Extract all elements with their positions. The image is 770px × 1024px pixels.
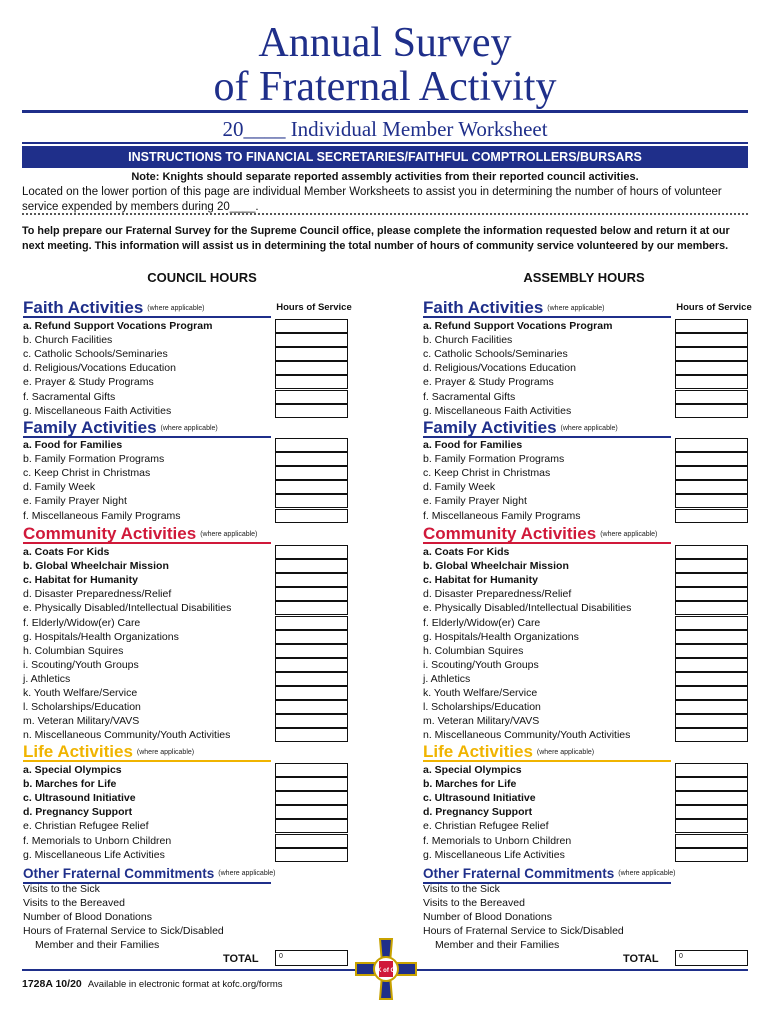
faith-item: g. Miscellaneous Faith Activities <box>23 404 172 417</box>
hours-input-box[interactable] <box>675 466 748 480</box>
faith-section-title <box>23 298 271 318</box>
hours-of-service-header: Hours of Service <box>676 302 752 313</box>
community-item: f. Elderly/Widow(er) Care <box>423 616 541 629</box>
community-item: b. Global Wheelchair Mission <box>423 560 569 573</box>
hours-input-box[interactable] <box>275 375 348 389</box>
hours-input-box[interactable] <box>275 728 348 742</box>
other-section-title <box>423 864 676 884</box>
community-item: m. Veteran Military/VAVS <box>23 715 140 728</box>
community-item: h. Columbian Squires <box>23 644 124 657</box>
instructions-paragraph-1: Located on the lower portion of this page are individual Member Worksheets to assist you in determining the number of hours of volunteer service expended by members during 20____. <box>22 186 722 213</box>
community-item: c. Habitat for Humanity <box>23 574 138 587</box>
life-item: a. Special Olympics <box>23 764 122 776</box>
hours-input-box[interactable] <box>675 573 748 587</box>
instructions-bar: INSTRUCTIONS TO FINANCIAL SECRETARIES/FAITHFUL COMPTROLLERS/BURSARS <box>22 146 748 168</box>
emblem-label: K of C <box>377 968 395 974</box>
faith-item: a. Refund Support Vocations Program <box>423 320 613 332</box>
hours-input-box[interactable] <box>275 438 348 452</box>
kofc-emblem-icon <box>354 937 418 1001</box>
hours-input-box[interactable] <box>275 805 348 819</box>
hours-input-box[interactable] <box>275 819 348 833</box>
life-section-title <box>423 742 671 762</box>
faith-title: Faith Activities <box>423 298 544 317</box>
other-item: Visits to the Bereaved <box>423 897 525 910</box>
hours-input-box[interactable] <box>675 587 748 601</box>
hours-input-box[interactable] <box>675 438 748 452</box>
other-item: Visits to the Sick <box>423 883 500 895</box>
community-item: c. Habitat for Humanity <box>423 574 538 587</box>
faith-item: c. Catholic Schools/Seminaries <box>423 348 568 361</box>
form-title-line2: of Fraternal Activity <box>213 64 557 110</box>
hours-input-box[interactable] <box>275 834 348 848</box>
hours-input-box[interactable] <box>275 480 348 494</box>
hours-input-box[interactable] <box>675 658 748 672</box>
family-item: d. Family Week <box>423 481 496 494</box>
hours-input-box[interactable] <box>675 728 748 742</box>
community-item: l. Scholarships/Education <box>23 701 141 714</box>
other-title: Other Fraternal Commitments <box>423 866 615 881</box>
family-item: a. Food for Families <box>23 439 123 451</box>
hours-input-box[interactable] <box>675 777 748 791</box>
where-applicable-note: (where applicable) <box>218 870 276 877</box>
community-section-title <box>23 524 271 544</box>
faith-item: c. Catholic Schools/Seminaries <box>23 348 168 361</box>
life-item: c. Ultrasound Initiative <box>23 792 136 805</box>
family-item: e. Family Prayer Night <box>23 495 127 508</box>
community-item: d. Disaster Preparedness/Relief <box>23 588 172 601</box>
family-item: a. Food for Families <box>423 439 523 451</box>
assembly-hours-heading: ASSEMBLY HOURS <box>523 270 645 285</box>
hours-input-box[interactable] <box>675 494 748 508</box>
hours-input-box[interactable] <box>275 452 348 466</box>
life-item: f. Memorials to Unborn Children <box>423 834 572 847</box>
form-subtitle: 20____ Individual Member Worksheet <box>222 117 548 141</box>
family-title: Family Activities <box>423 418 557 437</box>
hours-input-box[interactable] <box>275 347 348 361</box>
dotted-divider <box>22 213 748 215</box>
life-item: a. Special Olympics <box>423 764 522 776</box>
hours-input-box[interactable] <box>275 319 348 333</box>
community-item: j. Athletics <box>23 672 71 685</box>
hours-input-box[interactable] <box>675 452 748 466</box>
hours-input-box[interactable] <box>675 361 748 375</box>
hours-input-box[interactable] <box>675 644 748 658</box>
where-applicable-note: (where applicable) <box>618 870 676 877</box>
hours-input-box[interactable] <box>275 545 348 559</box>
form-number: 1728A 10/20 <box>22 978 82 990</box>
community-item: g. Hospitals/Health Organizations <box>23 630 179 643</box>
family-item: c. Keep Christ in Christmas <box>23 467 151 480</box>
community-item: n. Miscellaneous Community/Youth Activities <box>23 729 231 742</box>
community-item: g. Hospitals/Health Organizations <box>423 630 579 643</box>
hours-input-box[interactable] <box>675 347 748 361</box>
hours-input-box[interactable] <box>275 333 348 347</box>
where-applicable-note: (where applicable) <box>160 425 218 432</box>
community-item: a. Coats For Kids <box>23 546 110 558</box>
hours-input-box[interactable] <box>275 404 348 418</box>
total-field[interactable]: 0 <box>275 950 348 966</box>
hours-input-box[interactable] <box>275 700 348 714</box>
life-item: b. Marches for Life <box>23 778 117 791</box>
life-item: b. Marches for Life <box>423 778 517 791</box>
hours-input-box[interactable] <box>675 763 748 777</box>
hours-input-box[interactable] <box>275 763 348 777</box>
faith-item: a. Refund Support Vocations Program <box>23 320 213 332</box>
other-item: Number of Blood Donations <box>23 911 152 924</box>
hours-input-box[interactable] <box>675 333 748 347</box>
family-section-title <box>423 418 671 438</box>
hours-input-box[interactable] <box>275 601 348 615</box>
family-item: b. Family Formation Programs <box>23 453 165 466</box>
hours-input-box[interactable] <box>675 700 748 714</box>
other-item: Hours of Fraternal Service to Sick/Disabled <box>23 925 224 938</box>
hours-input-box[interactable] <box>275 616 348 630</box>
community-item: k. Youth Welfare/Service <box>23 687 138 699</box>
family-title: Family Activities <box>23 418 157 437</box>
life-item: g. Miscellaneous Life Activities <box>423 848 565 861</box>
other-section-title <box>23 864 276 884</box>
footer-text: Available in electronic format at kofc.org/forms <box>87 979 283 990</box>
hours-input-box[interactable] <box>275 658 348 672</box>
hours-input-box[interactable] <box>675 630 748 644</box>
community-item: j. Athletics <box>423 672 471 685</box>
life-item: d. Pregnancy Support <box>423 806 533 819</box>
community-item: e. Physically Disabled/Intellectual Disabilities <box>423 602 632 615</box>
where-applicable-note: (where applicable) <box>147 305 205 312</box>
hours-input-box[interactable] <box>275 494 348 508</box>
other-item: Visits to the Sick <box>23 883 100 895</box>
subtitle-rule <box>22 142 748 144</box>
community-title: Community Activities <box>23 524 197 543</box>
form-title-line1: Annual Survey <box>258 20 512 66</box>
family-item: c. Keep Christ in Christmas <box>423 467 551 480</box>
community-item: i. Scouting/Youth Groups <box>23 658 139 671</box>
life-item: c. Ultrasound Initiative <box>423 792 536 805</box>
faith-item: f. Sacramental Gifts <box>423 390 516 403</box>
life-section-title <box>23 742 271 762</box>
family-item: f. Miscellaneous Family Programs <box>23 509 181 522</box>
life-title: Life Activities <box>423 742 533 761</box>
life-title: Life Activities <box>23 742 133 761</box>
hours-input-box[interactable] <box>275 672 348 686</box>
community-item: i. Scouting/Youth Groups <box>423 658 539 671</box>
hours-input-box[interactable] <box>275 848 348 862</box>
community-item: f. Elderly/Widow(er) Care <box>23 616 141 629</box>
hours-input-box[interactable] <box>675 601 748 615</box>
hours-input-box[interactable] <box>675 714 748 728</box>
hours-input-box[interactable] <box>675 319 748 333</box>
hours-input-box[interactable] <box>675 390 748 404</box>
other-item: Visits to the Bereaved <box>23 897 125 910</box>
hours-input-box[interactable] <box>675 805 748 819</box>
hours-input-box[interactable] <box>675 672 748 686</box>
community-section-title <box>423 524 671 544</box>
hours-input-box[interactable] <box>275 644 348 658</box>
where-applicable-note: (where applicable) <box>547 305 605 312</box>
hours-input-box[interactable] <box>675 404 748 418</box>
community-item: b. Global Wheelchair Mission <box>23 560 169 573</box>
faith-item: b. Church Facilities <box>423 334 513 347</box>
hours-input-box[interactable] <box>675 791 748 805</box>
hours-input-box[interactable] <box>275 573 348 587</box>
community-item: h. Columbian Squires <box>423 644 524 657</box>
where-applicable-note: (where applicable) <box>136 749 195 756</box>
life-item: g. Miscellaneous Life Activities <box>23 848 165 861</box>
faith-item: e. Prayer & Study Programs <box>423 376 554 389</box>
hours-input-box[interactable] <box>275 390 348 404</box>
hours-input-box[interactable] <box>675 819 748 833</box>
hours-input-box[interactable] <box>275 361 348 375</box>
faith-title: Faith Activities <box>23 298 144 317</box>
total-label: TOTAL <box>223 953 259 965</box>
where-applicable-note: (where applicable) <box>560 425 618 432</box>
community-item: a. Coats For Kids <box>423 546 510 558</box>
hours-input-box[interactable] <box>675 509 748 523</box>
hours-input-box[interactable] <box>275 714 348 728</box>
where-applicable-note: (where applicable) <box>200 531 258 538</box>
hours-input-box[interactable] <box>675 559 748 573</box>
community-title: Community Activities <box>423 524 597 543</box>
other-item: Number of Blood Donations <box>423 911 552 924</box>
hours-input-box[interactable] <box>275 791 348 805</box>
hours-input-box[interactable] <box>675 848 748 862</box>
hours-input-box[interactable] <box>675 686 748 700</box>
hours-of-service-header: Hours of Service <box>276 302 352 313</box>
faith-item: b. Church Facilities <box>23 334 113 347</box>
family-item: d. Family Week <box>23 481 96 494</box>
faith-item: f. Sacramental Gifts <box>23 390 116 403</box>
hours-input-box[interactable] <box>275 559 348 573</box>
faith-item: e. Prayer & Study Programs <box>23 376 154 389</box>
family-item: b. Family Formation Programs <box>423 453 565 466</box>
total-label: TOTAL <box>623 953 659 965</box>
community-item: l. Scholarships/Education <box>423 701 541 714</box>
life-item: d. Pregnancy Support <box>23 806 133 819</box>
life-item: f. Memorials to Unborn Children <box>23 834 172 847</box>
hours-input-box[interactable] <box>275 509 348 523</box>
hours-input-box[interactable] <box>675 375 748 389</box>
faith-item: d. Religious/Vocations Education <box>423 362 576 375</box>
hours-input-box[interactable] <box>275 587 348 601</box>
hours-input-box[interactable] <box>675 616 748 630</box>
hours-input-box[interactable] <box>675 545 748 559</box>
faith-item: d. Religious/Vocations Education <box>23 362 176 375</box>
council-hours-heading: COUNCIL HOURS <box>147 270 257 285</box>
community-item: e. Physically Disabled/Intellectual Disabilities <box>23 602 232 615</box>
family-section-title <box>23 418 271 438</box>
where-applicable-note: (where applicable) <box>600 531 658 538</box>
other-title: Other Fraternal Commitments <box>23 866 215 881</box>
community-item: d. Disaster Preparedness/Relief <box>423 588 572 601</box>
community-item: m. Veteran Military/VAVS <box>423 715 540 728</box>
faith-section-title <box>423 298 671 318</box>
other-item: Member and their Families <box>35 939 160 952</box>
total-field[interactable]: 0 <box>675 950 748 966</box>
hours-input-box[interactable] <box>275 466 348 480</box>
hours-input-box[interactable] <box>275 686 348 700</box>
footer <box>22 978 283 990</box>
instructions-paragraph-2: To help prepare our Fraternal Survey for the Supreme Council office, please complete the information requested below and return it at our next meeting. This information will assist us in determining the total number of hours of community service volunteered by our members. <box>22 225 730 252</box>
title-rule <box>22 110 748 113</box>
other-item: Member and their Families <box>435 939 560 952</box>
life-item: e. Christian Refugee Relief <box>423 820 549 833</box>
hours-input-box[interactable] <box>275 630 348 644</box>
hours-input-box[interactable] <box>675 480 748 494</box>
other-item: Hours of Fraternal Service to Sick/Disabled <box>423 925 624 938</box>
community-item: k. Youth Welfare/Service <box>423 687 538 699</box>
instructions-note: Note: Knights should separate reported assembly activities from their reported council activities. <box>131 171 639 183</box>
life-item: e. Christian Refugee Relief <box>23 820 149 833</box>
hours-input-box[interactable] <box>675 834 748 848</box>
family-item: f. Miscellaneous Family Programs <box>423 509 581 522</box>
family-item: e. Family Prayer Night <box>423 495 527 508</box>
faith-item: g. Miscellaneous Faith Activities <box>423 404 572 417</box>
hours-input-box[interactable] <box>275 777 348 791</box>
community-item: n. Miscellaneous Community/Youth Activities <box>423 729 631 742</box>
where-applicable-note: (where applicable) <box>536 749 595 756</box>
